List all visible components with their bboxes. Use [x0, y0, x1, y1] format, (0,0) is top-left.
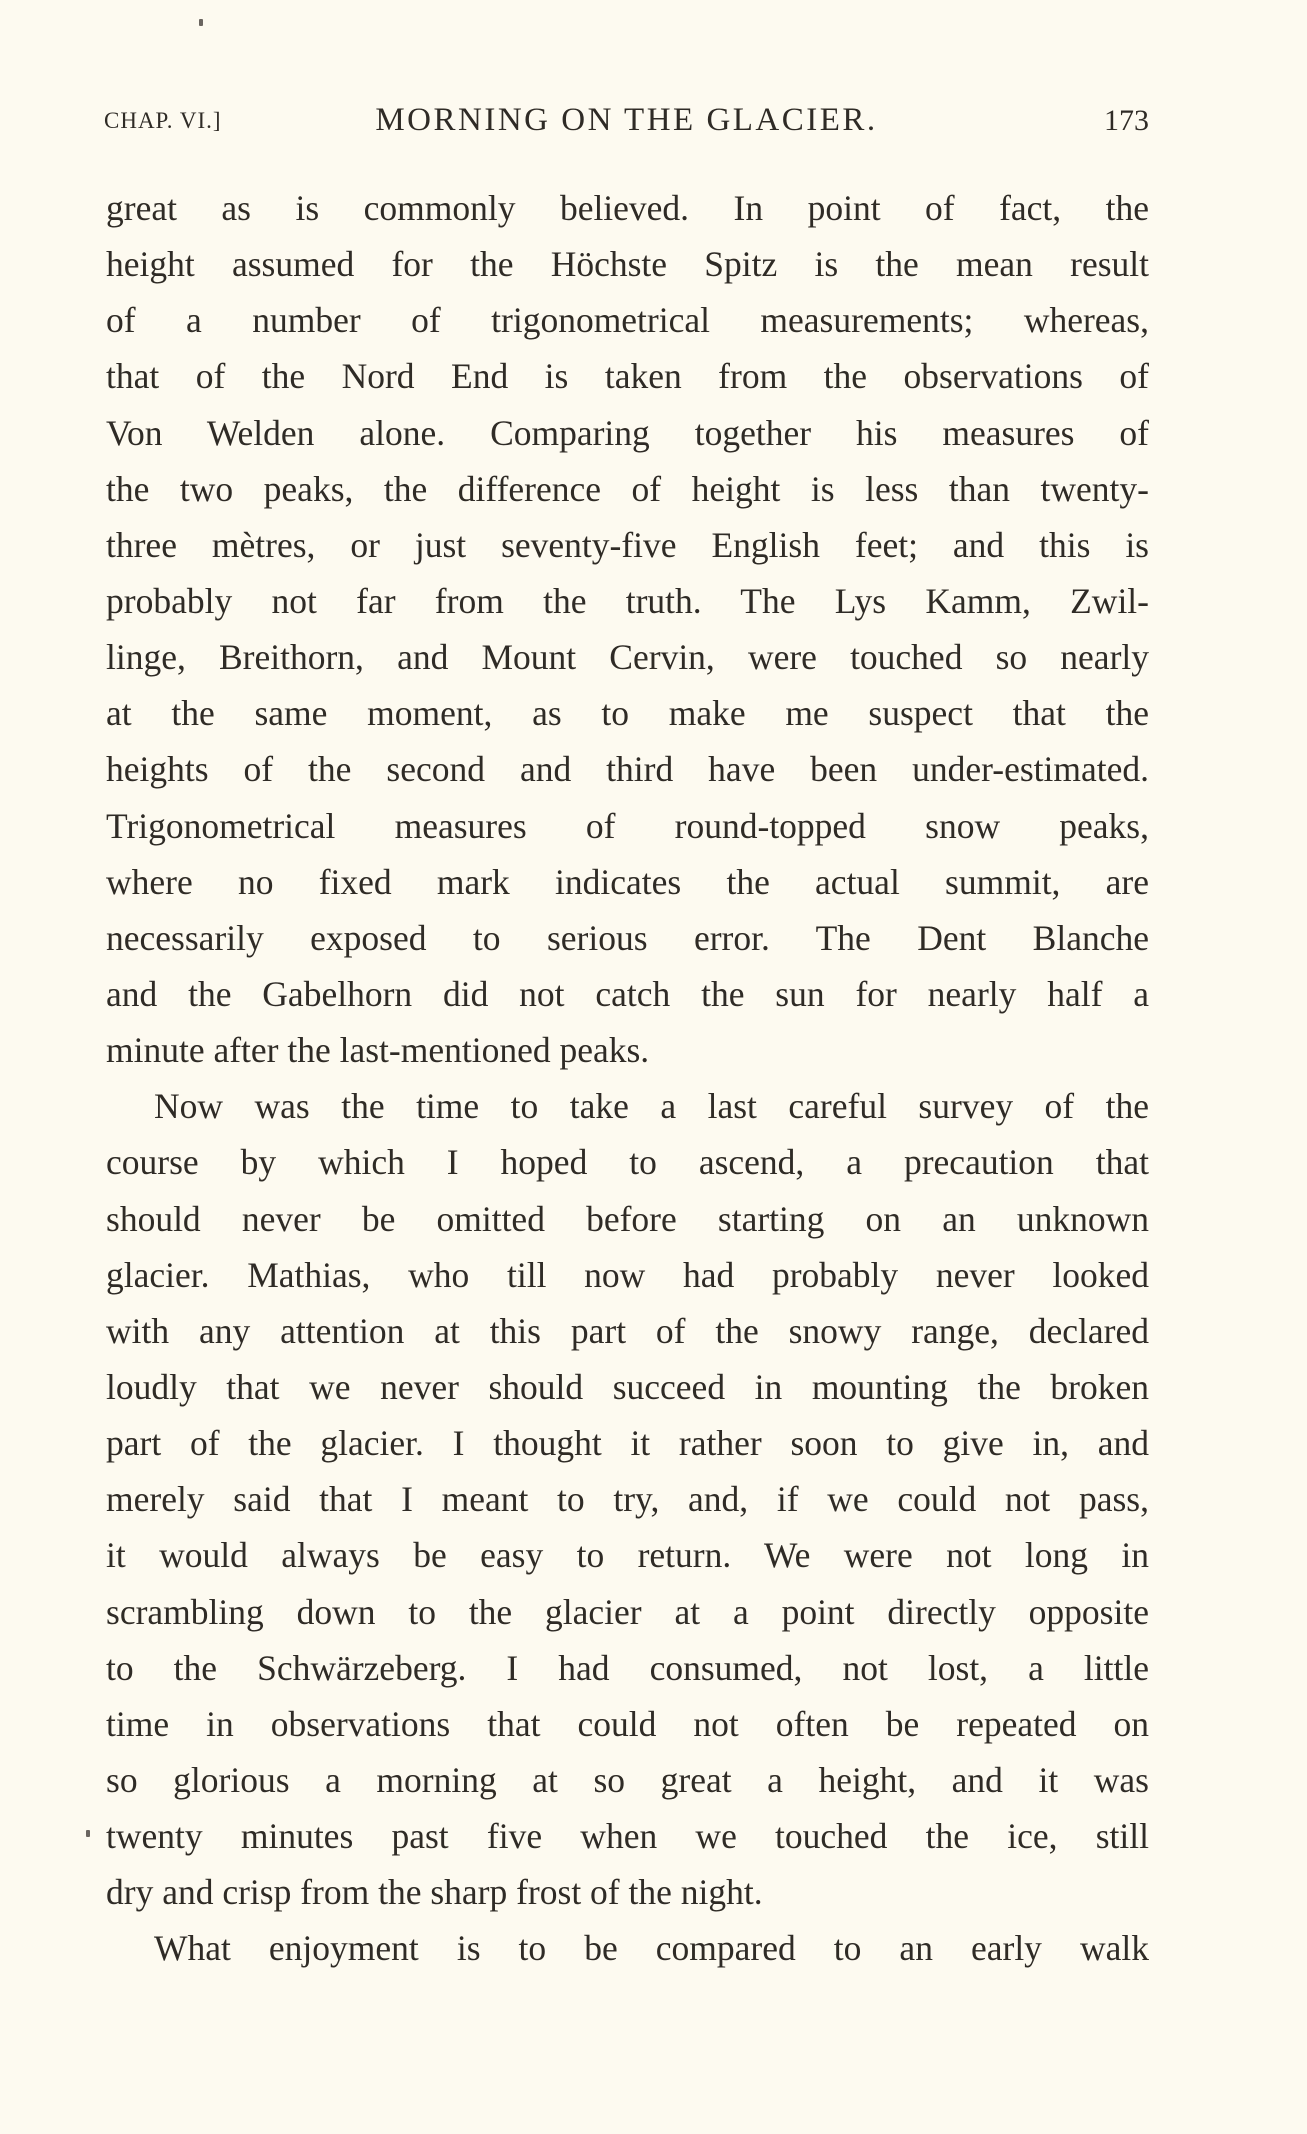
text-line: Trigonometrical measures of round-topped snow peaks, — [106, 805, 1149, 846]
text-line: dry and crisp from the sharp frost of the night. — [106, 1872, 763, 1913]
text-line: heights of the second and third have been under-estimated. — [106, 749, 1149, 790]
text-line: time in observations that could not often be repeated on — [106, 1703, 1149, 1744]
text-line: loudly that we never should succeed in mounting the broken — [106, 1366, 1149, 1407]
text-line: where no fixed mark indicates the actual summit, are — [106, 861, 1149, 902]
text-line: so glorious a morning at so great a height, and it was — [106, 1759, 1149, 1800]
text-line: of a number of trigonometrical measurements; whereas, — [106, 300, 1149, 341]
chapter-label: CHAP. VI.] — [104, 108, 222, 133]
text-line: the two peaks, the difference of height is less than twenty- — [106, 468, 1149, 509]
page-title: MORNING ON THE GLACIER. — [375, 102, 878, 138]
text-line: scrambling down to the glacier at a point directly opposite — [106, 1591, 1149, 1632]
page-number: 173 — [1104, 104, 1149, 137]
ink-speck — [199, 19, 203, 26]
body-text — [106, 180, 1149, 1977]
text-line: glacier. Mathias, who till now had probably never looked — [106, 1254, 1149, 1295]
text-line: Von Welden alone. Comparing together his measures of — [106, 412, 1149, 453]
text-line: at the same moment, as to make me suspect that the — [106, 693, 1149, 734]
text-line: that of the Nord End is taken from the observations of — [106, 356, 1149, 397]
text-line: minute after the last-mentioned peaks. — [106, 1030, 650, 1071]
text-line: great as is commonly believed. In point of fact, the — [106, 188, 1149, 228]
text-line: should never be omitted before starting on an unknown — [106, 1198, 1149, 1239]
text-line: linge, Breithorn, and Mount Cervin, were touched so nearly — [106, 637, 1149, 678]
text-line: and the Gabelhorn did not catch the sun for nearly half a — [106, 973, 1149, 1014]
text-line: course by which I hoped to ascend, a precaution that — [106, 1142, 1149, 1183]
running-head — [104, 102, 1149, 142]
text-line: it would always be easy to return. We were not long in — [106, 1535, 1149, 1576]
ink-speck — [86, 1830, 90, 1837]
text-line: with any attention at this part of the snowy range, declared — [106, 1310, 1149, 1351]
text-line: height assumed for the Höchste Spitz is the mean result — [106, 244, 1149, 285]
text-line: twenty minutes past five when we touched the ice, still — [106, 1816, 1149, 1857]
text-line: What enjoyment is to be compared to an early walk — [154, 1928, 1149, 1969]
text-line: probably not far from the truth. The Lys Kamm, Zwil- — [106, 580, 1149, 621]
text-line: Now was the time to take a last careful survey of the — [154, 1086, 1149, 1127]
text-line: three mètres, or just seventy-five English feet; and this is — [106, 524, 1149, 565]
text-line: merely said that I meant to try, and, if we could not pass, — [106, 1479, 1149, 1520]
text-line: to the Schwärzeberg. I had consumed, not lost, a little — [106, 1647, 1149, 1688]
text-line: necessarily exposed to serious error. The Dent Blanche — [106, 917, 1149, 958]
text-line: part of the glacier. I thought it rather soon to give in, and — [106, 1423, 1149, 1464]
